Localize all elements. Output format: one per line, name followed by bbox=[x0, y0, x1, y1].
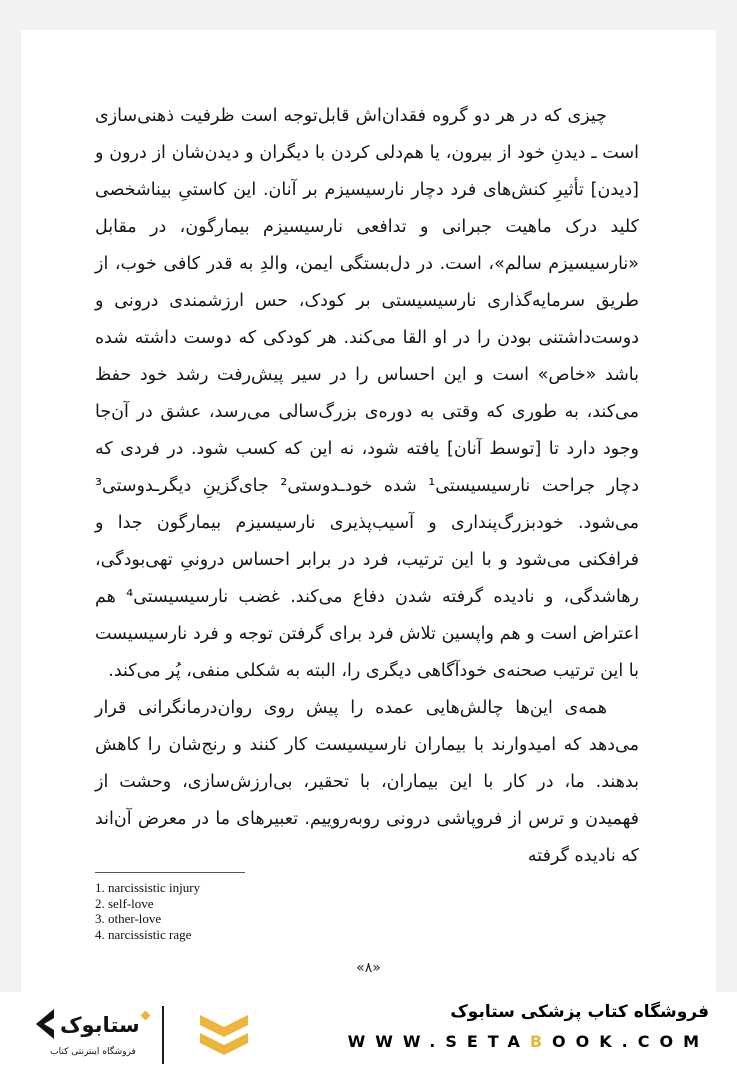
book-page bbox=[21, 30, 716, 992]
footnotes bbox=[95, 880, 200, 942]
footnote-4: 4. narcissistic rage bbox=[95, 926, 192, 942]
footnote-1: 1. narcissistic injury bbox=[95, 880, 201, 895]
footer-text-block bbox=[348, 1002, 709, 1051]
website-url-pre: WWW.SETA bbox=[347, 1032, 530, 1051]
store-name: فروشگاه کتاب پزشکی ستابوک bbox=[450, 1002, 709, 1022]
footnote-2: 2. self-love bbox=[95, 895, 154, 911]
website-url-accent: B bbox=[529, 1032, 553, 1051]
footer-divider bbox=[162, 1006, 164, 1064]
publisher-footer bbox=[0, 992, 737, 1080]
page-number: «۸» bbox=[356, 960, 381, 976]
footnote-3: 3. other-love bbox=[95, 911, 162, 926]
body-text bbox=[95, 98, 639, 875]
website-url-post: OOK.COM bbox=[552, 1032, 709, 1051]
logo-subtext: فروشگاه اینترنتی کتاب bbox=[50, 1047, 136, 1057]
setabook-logo-mark bbox=[34, 1006, 152, 1042]
setabook-logo-text: ستابوک bbox=[60, 1013, 140, 1037]
setabook-logo bbox=[34, 1006, 152, 1057]
footnote-separator bbox=[95, 872, 245, 873]
paragraph-2: همه‌ی این‌ها چالش‌هایی عمده را پیش روی روان‌درمانگرانی قرار می‌دهد که امیدوارند با بیماران نارسیسیست کار کنند و رنج‌شان را کاهش بدهند. ما، در کار با این بیماران، با تحقیر، بی‌ارزش‌سازی، وحشت از فهمیدن و ترس از فروپاشی درونی روبه‌روییم. تعبیرهای ما در معرض آن‌اند که نادیده گرفته bbox=[95, 698, 639, 866]
chevron-stack-icon bbox=[198, 1009, 250, 1063]
website-url bbox=[348, 1032, 709, 1051]
paragraph-1: چیزی که در هر دو گروه فقدان‌اش قابل‌توجه است ظرفیت ذهنی‌سازی است ـ دیدنِ خود از بیرون، یا هم‌دلی کردن با دیگران و دیدن‌شان از درون و [دیدن] تأثیرِ کنش‌های فرد دچار نارسیسیزم بر آنان. این کاستیِ بیناشخصی کلید درک ماهیت جبرانی و تدافعی نارسیسیزم بیمارگون، در مقابل «نارسیسیزم سالم»، است. در دل‌بستگی ایمن، والدِ به قدر کافی خوب، از طریق سرمایه‌گذاری نارسیسیستی بر کودک، حس ارزشمندی درونی و دوست‌داشتنی بودن را در او القا می‌کند. هر کودکی که دوست داشته شده باشد «خاص» است و این احساس را در سیر پیش‌رفت رشد خود حفظ می‌کند، به طوری که وقتی به دوره‌ی بزرگ‌سالی می‌رسد، عشق در آن‌جا وجود دارد تا [توسط آنان] یافته شود، نه این که کسب شود. در فردی که دچار جراحت نارسیسیستی¹ شده خودـدوستی² جای‌گزینِ دیگرـدوستی³ می‌شود. خودبزرگ‌پنداری و آسیب‌پذیری نارسیسیزم بیمارگون جدا و فرافکنی می‌شود و با این ترتیب، فرد در برابر احساس درونیِ تهی‌بودگی، رهاشدگی، و نادیده گرفته شدن دفاع می‌کند. غضب نارسیسیستی⁴ هم اعتراض است و هم واپسین تلاش فرد برای گرفتن توجه و فرد نارسیسیست با این ترتیب صحنه‌ی خودآگاهی دیگری را، البته به شکلی منفی، پُر می‌کند. bbox=[95, 106, 639, 681]
